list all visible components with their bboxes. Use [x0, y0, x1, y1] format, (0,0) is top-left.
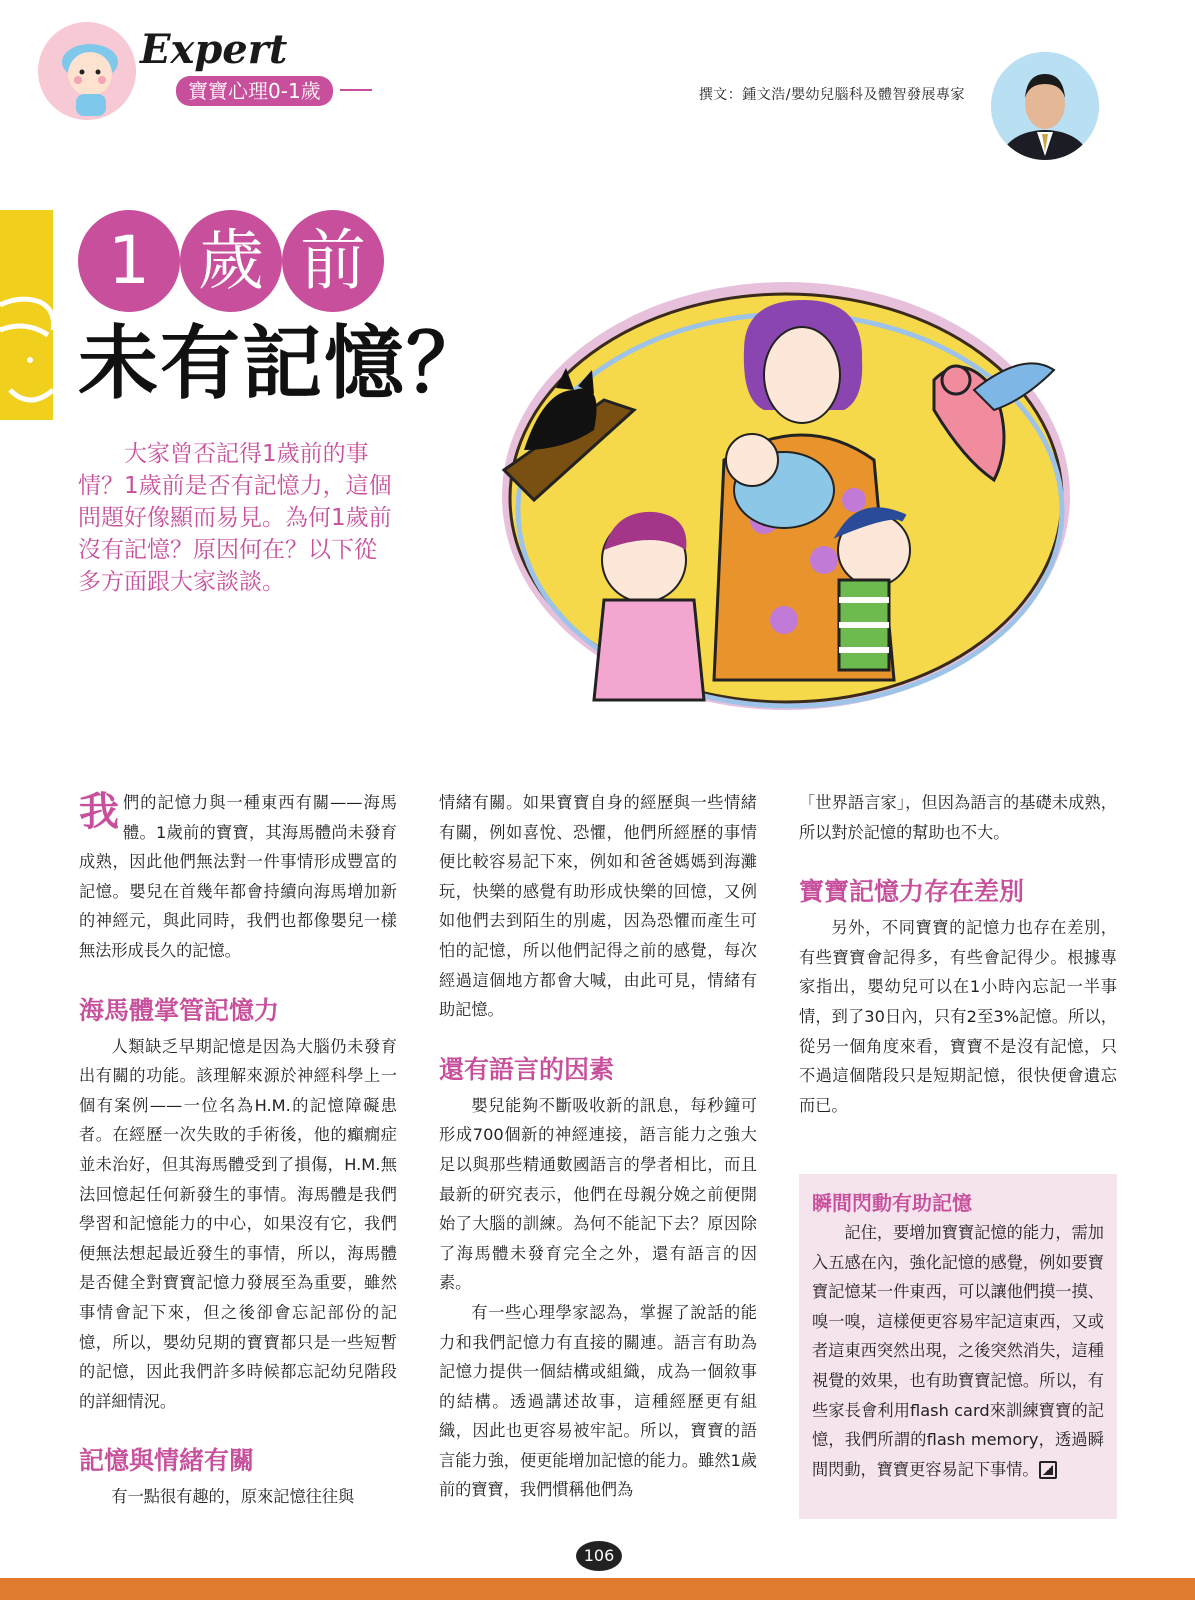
footer-bar — [0, 1578, 1195, 1600]
family-illustration — [494, 260, 1074, 720]
article-column-2 — [439, 788, 757, 1505]
author-photo — [991, 52, 1099, 160]
tip-box-text: 記住，要增加寶寶記憶的能力，需加入五感在內，強化記憶的感覺，例如要寶寶記憶某一件東西，可以讓他們摸一摸、嗅一嗅，這樣便更容易牢記這東西，又或者這東西突然出現，之後突然消失，這種視覺的效果，也有助寶寶記憶。所以，有些家長會利用flash card來訓練寶寶的記憶，我們所謂的flash memory，透過瞬間閃動，寶寶更容易記下事情。 — [812, 1223, 1104, 1479]
article-paragraph: 們的記憶力與一種東西有關——海馬體。1歲前的寶寶，其海馬體尚未發育成熟，因此他們無法對一件事情形成豐富的記憶。嬰兒在首幾年都會持續向海馬增加新的神經元，與此同時，我們也都像嬰兒一樣無法形成長久的記憶。 — [79, 793, 397, 960]
article-paragraph: 嬰兒能夠不斷吸收新的訊息，每秒鐘可形成700個新的神經連接，語言能力之強大足以與那些精通數國語言的學者相比，而且最新的研究表示，他們在母親分娩之前便開始了大腦的訓練。為何不能記下去？原因除了海馬體未發育完全之外，還有語言的因素。 — [439, 1095, 757, 1293]
page-title: 未有記憶？ — [78, 317, 488, 410]
article-paragraph: 有一些心理學家認為，掌握了說話的能力和我們記憶力有直接的關連。語言有助為記憶力提供一個結構或組織，成為一個敘事的結構。透過講述故事，這種經歷更有組織，因此也更容易被牢記。所以，寶寶的語言能力強，便更能增加記憶的能力。雖然1歲前的寶寶，我們慣稱他們為 — [439, 1302, 757, 1500]
side-decoration-strip — [0, 210, 53, 420]
section-divider — [340, 89, 372, 91]
end-mark-icon — [1039, 1461, 1057, 1479]
title-char: 1 — [78, 210, 180, 312]
section-heading: 寶寶記憶力存在差別 — [799, 877, 1025, 907]
article-paragraph: 另外，不同寶寶的記憶力也存在差別，有些寶寶會記得多，有些會記得少。根據專家指出，嬰幼兒可以在1小時內忘記一半事情，到了30日內，只有2至3%記憶。所以，從另一個角度來看，寶寶不是沒有記憶，只不過這個階段只是短期記憶，很快便會遺忘而已。 — [799, 918, 1117, 1115]
tip-box — [799, 1174, 1117, 1519]
section-heading: 海馬體掌管記憶力 — [79, 995, 280, 1025]
section-label: 寶寶心理0-1歲 — [176, 76, 333, 106]
article-paragraph: 情緒有關。如果寶寶自身的經歷與一些情緒有關，例如喜悅、恐懼，他們所經歷的事情便比較容易記下來，例如和爸爸媽媽到海灘玩，快樂的感覺有助形成快樂的回憶，又例如他們去到陌生的別處，因為恐懼而產生可怕的記憶，所以他們記得之前的感覺，每次經過這個地方都會大喊，由此可見，情緒有助記憶。 — [439, 793, 757, 1020]
series-word: Expert — [140, 26, 288, 73]
title-char: 前 — [282, 210, 384, 312]
tip-box-title: 瞬間閃動有助記憶 — [812, 1191, 972, 1215]
byline: 撰文：鍾文浩/嬰幼兒腦科及體智發展專家 — [698, 87, 965, 103]
article-paragraph: 有一點很有趣的，原來記憶往往與 — [111, 1487, 355, 1507]
section-heading: 記憶與情緒有關 — [79, 1446, 255, 1476]
title-circles — [78, 210, 384, 312]
drop-cap: 我 — [79, 789, 119, 835]
article-column-1 — [79, 788, 397, 1512]
intro-paragraph: 大家曾否記得1歲前的事情？1歲前是否有記憶力，這個問題好像顯而易見。為何1歲前沒有記憶？原因何在？以下從多方面跟大家談談。 — [78, 441, 392, 595]
article-paragraph: 人類缺乏早期記憶是因為大腦仍未發育出有關的功能。該理解來源於神經科學上一個有案例——一位名為H.M.的記憶障礙患者。在經歷一次失敗的手術後，他的癲癇症並未治好，但其海馬體受到了損傷，H.M.無法回憶起任何新發生的事情。海馬體是我們學習和記憶能力的中心，如果沒有它，我們便無法想起最近發生的事情，所以，海馬體是否健全對寶寶記憶力發展至為重要，雖然事情會記下來，但之後卻會忘記部份的記憶，所以，嬰幼兒期的寶寶都只是一些短暫的記憶，因此我們許多時候都忘記幼兒階段的詳細情況。 — [79, 1036, 397, 1411]
title-char: 歲 — [180, 210, 282, 312]
article-column-3 — [799, 788, 1117, 1120]
article-paragraph: 「世界語言家」，但因為語言的基礎未成熟，所以對於記憶的幫助也不大。 — [799, 793, 1117, 842]
section-heading: 還有語言的因素 — [439, 1054, 615, 1084]
page-number: 106 — [576, 1541, 622, 1571]
tip-box-text-wrap — [812, 1218, 1104, 1484]
baby-logo-icon — [38, 22, 136, 120]
